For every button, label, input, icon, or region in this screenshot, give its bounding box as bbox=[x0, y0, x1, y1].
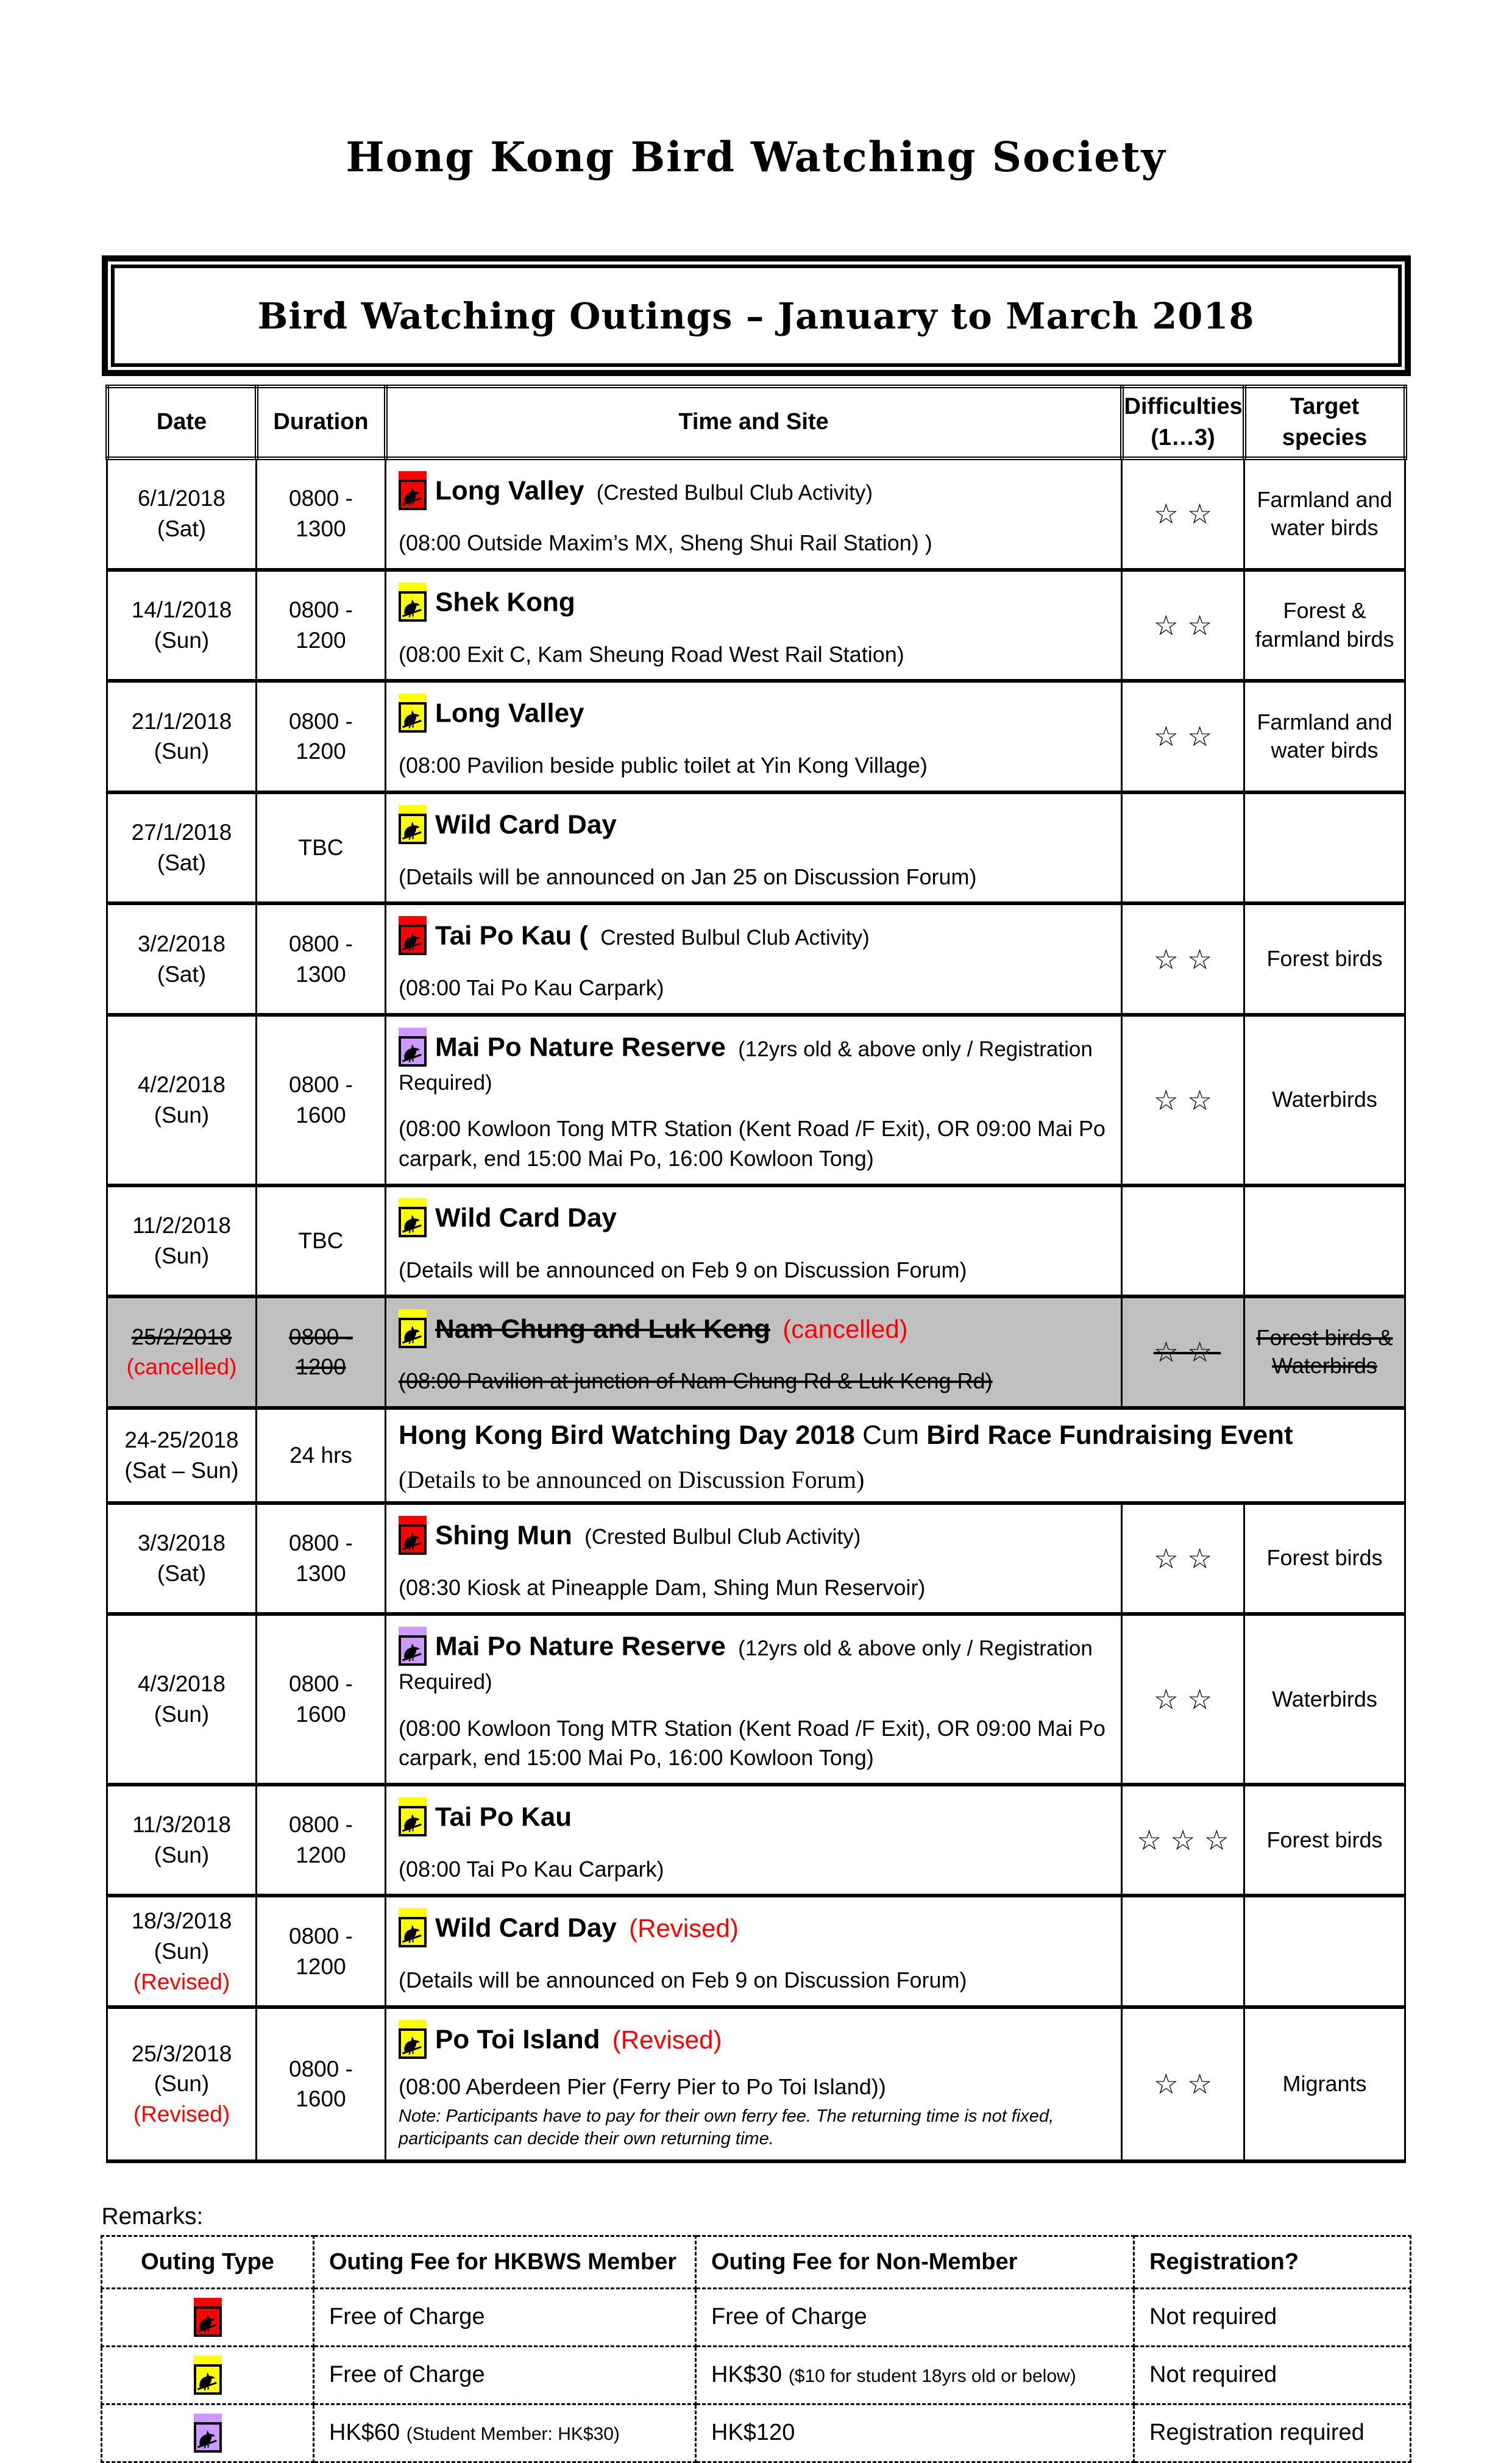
member-fee: Free of Charge bbox=[329, 2304, 485, 2330]
member-fee: HK$60 bbox=[329, 2420, 400, 2446]
revised-flag: (Revised) bbox=[133, 1969, 230, 1994]
table-row bbox=[107, 1614, 1405, 1785]
meeting-point: (Details will be announced on Feb 9 on Discussion Forum) bbox=[399, 1967, 967, 1993]
day: (Sun) bbox=[154, 1102, 210, 1128]
date-cell bbox=[107, 1015, 257, 1185]
meeting-point: (08:00 Pavilion at junction of Nam Chung Rd & Luk Keng Rd) bbox=[399, 1368, 993, 1394]
outing-type-cell bbox=[102, 2404, 314, 2462]
table-row bbox=[107, 792, 1405, 904]
site-name: Long Valley bbox=[435, 698, 584, 728]
date: 25/2/2018 bbox=[131, 1324, 232, 1349]
date: 11/2/2018 bbox=[132, 1212, 231, 1238]
difficulty-cell bbox=[1122, 1614, 1244, 1785]
target-species-cell: Forest birds bbox=[1244, 1503, 1405, 1615]
date: 3/3/2018 bbox=[137, 1530, 226, 1555]
cancelled-flag: (cancelled) bbox=[126, 1354, 237, 1380]
time-site-cell bbox=[386, 2007, 1122, 2161]
duration-cell: 0800 - 1200 bbox=[257, 570, 386, 681]
nonmember-fee-cell bbox=[696, 2346, 1134, 2404]
date: 14/1/2018 bbox=[131, 597, 232, 622]
ferry-note: Note: Participants have to pay for their own ferry fee. The returning time is not fixed, participants can decide their own returning time. bbox=[399, 2106, 1054, 2148]
header-difficulties-line2: (1…3) bbox=[1151, 425, 1215, 450]
revised-flag: (Revised) bbox=[133, 2102, 230, 2127]
duration-cell: 0800 - 1300 bbox=[257, 458, 386, 570]
header-duration: Duration bbox=[257, 386, 386, 458]
target-species-cell: Forest birds bbox=[1244, 903, 1405, 1015]
site-title bbox=[399, 1519, 1115, 1555]
date-cell bbox=[107, 903, 257, 1015]
difficulty-cell bbox=[1122, 1503, 1244, 1615]
site-title bbox=[399, 697, 1115, 733]
difficulty-stars: ☆☆ bbox=[1153, 1683, 1221, 1715]
table-row bbox=[107, 1185, 1405, 1297]
nonmember-fee-cell bbox=[696, 2404, 1134, 2462]
day: (Sun) bbox=[154, 1843, 210, 1868]
time-site-cell bbox=[386, 792, 1122, 904]
difficulty-cell bbox=[1122, 458, 1244, 570]
site-title bbox=[399, 2024, 1115, 2059]
duration-cell: 0800 - 1200 bbox=[257, 681, 386, 792]
difficulty-stars: ☆☆ bbox=[1153, 1542, 1221, 1574]
site-name: Mai Po Nature Reserve bbox=[435, 1032, 726, 1062]
site-name: Wild Card Day bbox=[435, 1913, 617, 1943]
duration-cell: 0800 - 1200 bbox=[257, 1296, 386, 1408]
site-name: Tai Po Kau bbox=[435, 1802, 572, 1832]
target-species-cell: Forest birds & Waterbirds bbox=[1244, 1296, 1405, 1408]
yellow-outing-icon bbox=[194, 2364, 222, 2395]
site-name: Nam Chung and Luk Keng bbox=[435, 1313, 770, 1344]
remarks-header-row bbox=[102, 2236, 1411, 2288]
remarks-row bbox=[102, 2404, 1411, 2462]
event-title-bold2: Bird Race Fundraising Event bbox=[926, 1420, 1293, 1450]
outings-table bbox=[105, 385, 1407, 2163]
day: (Sun) bbox=[154, 1243, 210, 1268]
time-site-cell bbox=[386, 1296, 1122, 1408]
event-title-bold: Hong Kong Bird Watching Day 2018 bbox=[399, 1420, 855, 1450]
registration-cell: Not required bbox=[1134, 2346, 1411, 2404]
time-site-cell bbox=[386, 458, 1122, 570]
date: 24-25/2018 bbox=[124, 1427, 239, 1452]
header-difficulties bbox=[1122, 386, 1244, 458]
red-outing-icon bbox=[399, 925, 427, 955]
difficulty-cell bbox=[1122, 570, 1244, 681]
time-site-cell bbox=[386, 1785, 1122, 1896]
duration-cell: 0800 - 1600 bbox=[257, 1015, 386, 1185]
cancelled-flag: (cancelled) bbox=[783, 1314, 908, 1343]
difficulty-cell bbox=[1122, 1185, 1244, 1297]
member-fee-note: (Student Member: HK$30) bbox=[406, 2424, 620, 2445]
meeting-point: (08:00 Outside Maxim’s MX, Sheng Shui Rail Station) ) bbox=[399, 530, 932, 555]
site-title bbox=[399, 586, 1115, 622]
target-species-cell bbox=[1244, 792, 1405, 904]
difficulty-stars: ☆☆ bbox=[1153, 720, 1221, 753]
nonmember-fee-note: ($10 for student 18yrs old or below) bbox=[788, 2366, 1076, 2387]
table-row bbox=[107, 1896, 1405, 2007]
site-name: Shing Mun bbox=[435, 1520, 572, 1551]
yellow-outing-icon bbox=[399, 1207, 427, 1237]
date-cell bbox=[107, 681, 257, 792]
nonmember-fee: HK$120 bbox=[711, 2420, 795, 2446]
red-outing-icon bbox=[399, 1524, 427, 1555]
meeting-point: (Details will be announced on Jan 25 on Discussion Forum) bbox=[399, 864, 977, 889]
remarks-row bbox=[102, 2288, 1411, 2346]
difficulty-cell bbox=[1122, 792, 1244, 904]
site-name-note: (12yrs old & above only / Registration Required) bbox=[399, 1636, 1093, 1694]
yellow-outing-icon bbox=[399, 2028, 427, 2059]
target-species-cell: Migrants bbox=[1244, 2007, 1405, 2161]
site-name: Po Toi Island bbox=[435, 2024, 600, 2055]
meeting-point: (08:00 Kowloon Tong MTR Station (Kent Road /F Exit), OR 09:00 Mai Po carpark, end 15:00 Mai Po, 16:00 Kowloon Tong) bbox=[399, 1715, 1106, 1771]
site-title bbox=[399, 809, 1115, 844]
red-outing-icon bbox=[194, 2306, 222, 2337]
time-site-cell bbox=[386, 1185, 1122, 1297]
outings-header-row bbox=[107, 386, 1405, 458]
member-fee-cell bbox=[314, 2346, 696, 2404]
revised-flag: (Revised) bbox=[612, 2025, 722, 2054]
day: (Sun) bbox=[154, 1938, 210, 1964]
date-cell bbox=[107, 570, 257, 681]
date: 18/3/2018 bbox=[131, 1908, 232, 1933]
site-name: Tai Po Kau ( bbox=[435, 921, 588, 951]
remarks-label: Remarks: bbox=[101, 2203, 204, 2230]
remarks-row bbox=[102, 2346, 1411, 2404]
time-site-cell bbox=[386, 1015, 1122, 1185]
date-cell bbox=[107, 1185, 257, 1297]
nonmember-fee: HK$30 bbox=[711, 2362, 783, 2388]
meeting-point: (Details will be announced on Feb 9 on Discussion Forum) bbox=[399, 1257, 967, 1282]
date-cell bbox=[107, 792, 257, 904]
date: 3/2/2018 bbox=[137, 931, 226, 956]
meeting-point: (08:00 Aberdeen Pier (Ferry Pier to Po Toi Island)) bbox=[399, 2074, 886, 2099]
site-title bbox=[399, 1801, 1115, 1836]
duration-cell: 0800 - 1200 bbox=[257, 1896, 386, 2007]
time-site-cell bbox=[386, 903, 1122, 1015]
outings-banner-box bbox=[102, 255, 1411, 376]
site-name-note: (Crested Bulbul Club Activity) bbox=[596, 480, 873, 505]
duration-cell: 0800 - 1300 bbox=[257, 1503, 386, 1615]
table-row bbox=[107, 1503, 1405, 1615]
site-name: Mai Po Nature Reserve bbox=[435, 1631, 726, 1662]
revised-flag: (Revised) bbox=[629, 1913, 739, 1942]
difficulty-stars: ☆☆ bbox=[1153, 609, 1221, 641]
difficulty-stars: ☆☆ bbox=[1153, 943, 1221, 975]
meeting-point: (08:00 Tai Po Kau Carpark) bbox=[399, 1856, 664, 1882]
date-cell bbox=[107, 1408, 257, 1503]
event-subtitle: (Details to be announced on Discussion Forum) bbox=[399, 1465, 865, 1493]
difficulty-cell bbox=[1122, 2007, 1244, 2161]
time-site-cell bbox=[386, 570, 1122, 681]
banner-title: Bird Watching Outings – January to March 2018 bbox=[257, 294, 1255, 337]
event-title-mid: Cum bbox=[854, 1420, 927, 1450]
date: 4/3/2018 bbox=[137, 1671, 226, 1696]
red-outing-icon bbox=[399, 480, 427, 510]
meeting-point: (08:00 Kowloon Tong MTR Station (Kent Road /F Exit), OR 09:00 Mai Po carpark, end 15:00 Mai Po, 16:00 Kowloon Tong) bbox=[399, 1116, 1106, 1171]
purple-outing-icon bbox=[399, 1036, 427, 1067]
time-site-cell bbox=[386, 1896, 1122, 2007]
site-name: Wild Card Day bbox=[435, 809, 617, 840]
date-cell bbox=[107, 1503, 257, 1615]
time-site-cell bbox=[386, 1503, 1122, 1615]
remarks-header-member: Outing Fee for HKBWS Member bbox=[314, 2236, 696, 2288]
difficulty-stars: ☆☆ bbox=[1153, 2068, 1221, 2100]
remarks-header-nonmember: Outing Fee for Non-Member bbox=[696, 2236, 1134, 2288]
table-row-cancelled bbox=[107, 1296, 1405, 1408]
site-name: Wild Card Day bbox=[435, 1203, 617, 1233]
member-fee: Free of Charge bbox=[329, 2362, 485, 2388]
yellow-outing-icon bbox=[399, 1917, 427, 1947]
difficulty-stars: ☆☆☆ bbox=[1137, 1824, 1238, 1856]
table-row bbox=[107, 681, 1405, 792]
site-title bbox=[399, 1202, 1115, 1237]
header-target-species: Target species bbox=[1244, 386, 1405, 458]
header-difficulties-line1: Difficulties bbox=[1124, 393, 1243, 419]
day: (Sun) bbox=[154, 739, 210, 764]
date: 21/1/2018 bbox=[131, 708, 232, 734]
site-title bbox=[399, 1912, 1115, 1947]
site-name-note: Crested Bulbul Club Activity) bbox=[600, 926, 870, 950]
outing-type-cell bbox=[102, 2346, 314, 2404]
nonmember-fee-cell bbox=[696, 2288, 1134, 2346]
page-title: Hong Kong Bird Watching Society bbox=[346, 133, 1166, 181]
table-row bbox=[107, 570, 1405, 681]
difficulty-cell bbox=[1122, 1015, 1244, 1185]
day: (Sun) bbox=[154, 627, 210, 653]
difficulty-stars: ☆☆ bbox=[1153, 1336, 1221, 1368]
day: (Sun) bbox=[154, 1701, 210, 1727]
table-row bbox=[107, 458, 1405, 570]
difficulty-cell bbox=[1122, 681, 1244, 792]
site-name-note: (Crested Bulbul Club Activity) bbox=[584, 1525, 861, 1549]
time-site-cell bbox=[386, 1614, 1122, 1785]
target-species-cell: Waterbirds bbox=[1244, 1015, 1405, 1185]
target-species-cell bbox=[1244, 1185, 1405, 1297]
day: (Sun) bbox=[154, 2071, 210, 2097]
purple-outing-icon bbox=[399, 1635, 427, 1666]
duration-cell: 0800 - 1600 bbox=[257, 1614, 386, 1785]
duration-cell: 0800 - 1300 bbox=[257, 903, 386, 1015]
date-cell bbox=[107, 1614, 257, 1785]
date: 6/1/2018 bbox=[137, 486, 226, 511]
outing-type-cell bbox=[102, 2288, 314, 2346]
day: (Sat) bbox=[157, 516, 207, 542]
table-row bbox=[107, 2007, 1405, 2161]
date: 4/2/2018 bbox=[137, 1072, 226, 1097]
date-cell bbox=[107, 1296, 257, 1408]
site-title bbox=[399, 475, 1115, 510]
duration-cell: 24 hrs bbox=[257, 1408, 386, 1503]
site-title bbox=[399, 1313, 1115, 1348]
target-species-cell: Forest birds bbox=[1244, 1785, 1405, 1896]
day: (Sat) bbox=[157, 850, 207, 876]
target-species-cell: Waterbirds bbox=[1244, 1614, 1405, 1785]
yellow-outing-icon bbox=[399, 1318, 427, 1348]
event-title bbox=[399, 1420, 1398, 1452]
yellow-outing-icon bbox=[399, 702, 427, 733]
difficulty-stars: ☆☆ bbox=[1153, 498, 1221, 530]
date: 11/3/2018 bbox=[132, 1812, 231, 1838]
date-cell bbox=[107, 458, 257, 570]
table-row-event bbox=[107, 1408, 1405, 1503]
target-species-cell bbox=[1244, 1896, 1405, 2007]
table-row bbox=[107, 1015, 1405, 1185]
difficulty-stars: ☆☆ bbox=[1153, 1084, 1221, 1116]
purple-outing-icon bbox=[194, 2422, 222, 2453]
date: 25/3/2018 bbox=[131, 2041, 232, 2066]
duration-cell: 0800 - 1600 bbox=[257, 2007, 386, 2161]
registration-cell: Registration required bbox=[1134, 2404, 1411, 2462]
meeting-point: (08:00 Pavilion beside public toilet at Yin Kong Village) bbox=[399, 753, 928, 778]
time-site-cell bbox=[386, 681, 1122, 792]
duration-cell: TBC bbox=[257, 1185, 386, 1297]
nonmember-fee: Free of Charge bbox=[711, 2304, 867, 2330]
site-name-note: (12yrs old & above only / Registration Required) bbox=[399, 1037, 1093, 1095]
table-row bbox=[107, 1785, 1405, 1896]
difficulty-cell bbox=[1122, 903, 1244, 1015]
header-date: Date bbox=[107, 386, 257, 458]
site-title bbox=[399, 920, 1115, 955]
yellow-outing-icon bbox=[399, 1806, 427, 1836]
yellow-outing-icon bbox=[399, 591, 427, 622]
date: 27/1/2018 bbox=[131, 820, 232, 845]
meeting-point: (08:30 Kiosk at Pineapple Dam, Shing Mun Reservoir) bbox=[399, 1574, 926, 1600]
member-fee-cell bbox=[314, 2404, 696, 2462]
difficulty-cell bbox=[1122, 1896, 1244, 2007]
meeting-point: (08:00 Tai Po Kau Carpark) bbox=[399, 975, 664, 1001]
date-cell bbox=[107, 2007, 257, 2161]
day: (Sat) bbox=[157, 961, 207, 987]
remarks-header-registration: Registration? bbox=[1134, 2236, 1411, 2288]
header-time-site: Time and Site bbox=[386, 386, 1122, 458]
target-species-cell: Forest & farmland birds bbox=[1244, 570, 1405, 681]
registration-cell: Not required bbox=[1134, 2288, 1411, 2346]
date-cell bbox=[107, 1785, 257, 1896]
site-title bbox=[399, 1630, 1115, 1695]
site-name: Long Valley bbox=[435, 475, 584, 506]
difficulty-cell bbox=[1122, 1785, 1244, 1896]
remarks-header-type: Outing Type bbox=[102, 2236, 314, 2288]
site-title bbox=[399, 1031, 1115, 1096]
member-fee-cell bbox=[314, 2288, 696, 2346]
duration-cell: 0800 - 1200 bbox=[257, 1785, 386, 1896]
difficulty-cell bbox=[1122, 1296, 1244, 1408]
remarks-table bbox=[101, 2235, 1411, 2463]
event-cell bbox=[386, 1408, 1405, 1503]
day: (Sat) bbox=[157, 1560, 207, 1586]
date-cell bbox=[107, 1896, 257, 2007]
day: (Sat – Sun) bbox=[124, 1457, 239, 1483]
yellow-outing-icon bbox=[399, 814, 427, 844]
duration-cell: TBC bbox=[257, 792, 386, 904]
target-species-cell: Farmland and water birds bbox=[1244, 458, 1405, 570]
table-row bbox=[107, 903, 1405, 1015]
meeting-point: (08:00 Exit C, Kam Sheung Road West Rail Station) bbox=[399, 641, 904, 667]
target-species-cell: Farmland and water birds bbox=[1244, 681, 1405, 792]
outings-banner-inner bbox=[111, 265, 1402, 367]
site-name: Shek Kong bbox=[435, 587, 575, 617]
